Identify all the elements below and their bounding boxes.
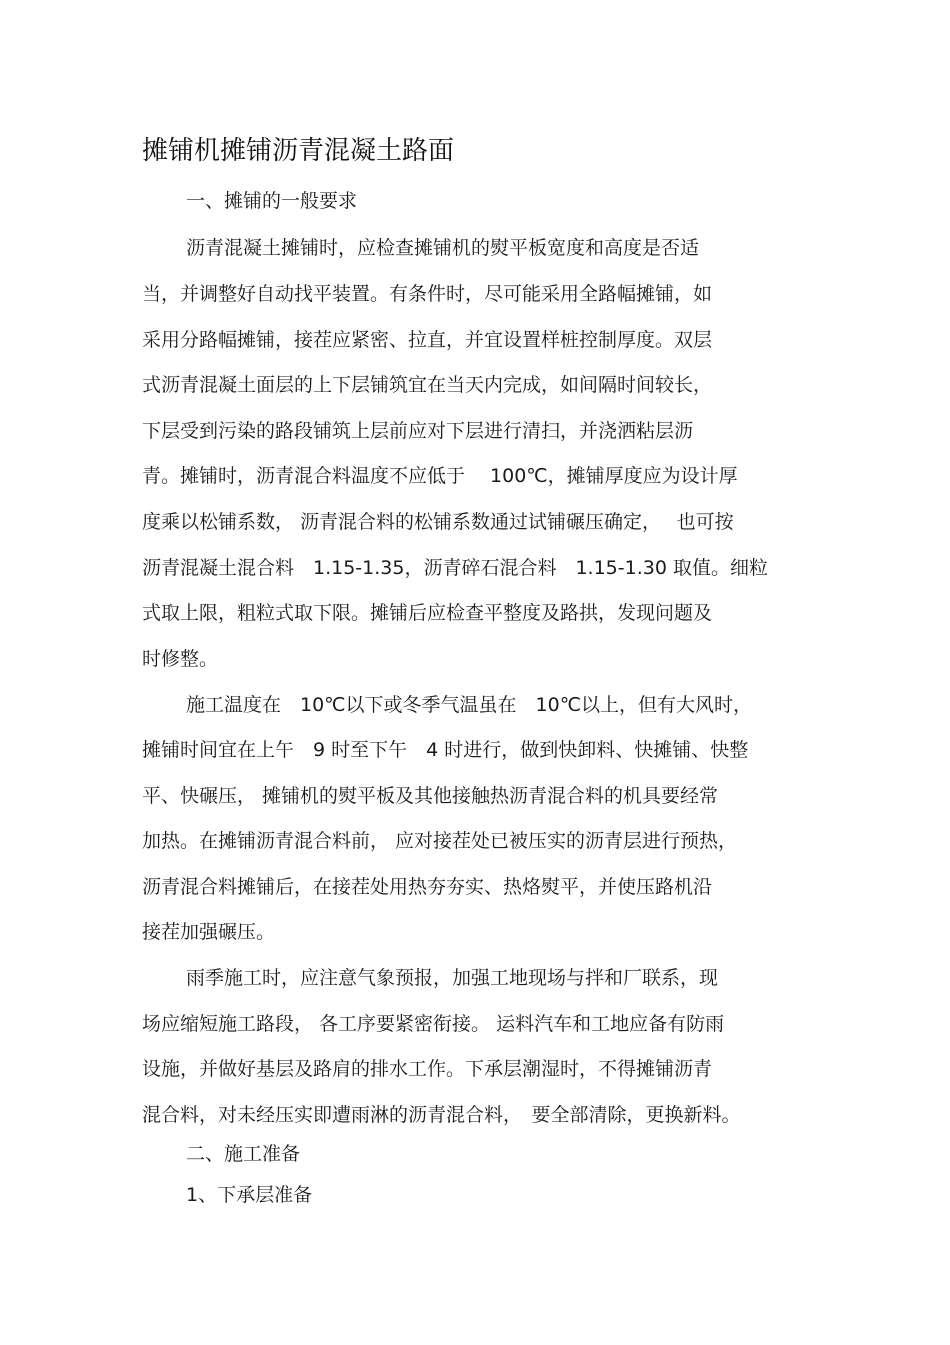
section-heading-1: 一、摊铺的一般要求 — [186, 190, 358, 212]
paragraph-line: 接茬加强碾压。 — [142, 921, 276, 943]
section-heading-2: 二、施工准备 — [186, 1143, 301, 1165]
paragraph-line: 沥青混合料摊铺后，在接茬处用热夯夯实、热烙熨平，并使压路机沿 — [142, 876, 713, 898]
paragraph-line: 沥青混凝土摊铺时，应检查摊铺机的熨平板宽度和高度是否适 — [186, 237, 700, 259]
paragraph-line: 当，并调整好自动找平装置。有条件时，尽可能采用全路幅摊铺，如 — [142, 283, 713, 305]
paragraph-line: 时修整。 — [142, 648, 219, 670]
paragraph-line: 混合料，对未经压实即遭雨淋的沥青混合料， 要全部清除，更换新料。 — [142, 1104, 741, 1126]
paragraph-line: 采用分路幅摊铺，接茬应紧密、拉直，并宜设置样桩控制厚度。双层 — [142, 329, 713, 351]
document-title: 摊铺机摊铺沥青混凝土路面 — [142, 136, 455, 166]
paragraph-line: 加热。在摊铺沥青混合料前， 应对接茬处已被压实的沥青层进行预热， — [142, 830, 738, 852]
paragraph-line: 雨季施工时，应注意气象预报，加强工地现场与拌和厂联系，现 — [186, 967, 719, 989]
paragraph-line: 沥青混凝土混合料 1.15-1.35，沥青碎石混合料 1.15-1.30 取值。细粒 — [142, 557, 768, 579]
paragraph-line: 设施，并做好基层及路肩的排水工作。下承层潮湿时，不得摊铺沥青 — [142, 1058, 713, 1080]
paragraph-line: 平、快碾压， 摊铺机的熨平板及其他接触热沥青混合料的机具要经常 — [142, 785, 719, 807]
paragraph-line: 施工温度在 10℃以下或冬季气温虽在 10℃以上，但有大风时， — [186, 694, 753, 716]
paragraph-line: 式沥青混凝土面层的上下层铺筑宜在当天内完成，如间隔时间较长， — [142, 374, 713, 396]
subsection-heading: 1、下承层准备 — [186, 1184, 313, 1206]
paragraph-line: 青。摊铺时，沥青混合料温度不应低于 100℃，摊铺厚度应为设计厚 — [142, 465, 738, 487]
paragraph-line: 场应缩短施工路段， 各工序要紧密衔接。 运料汽车和工地应备有防雨 — [142, 1013, 725, 1035]
paragraph-line: 下层受到污染的路段铺筑上层前应对下层进行清扫，并浇洒粘层沥 — [142, 420, 694, 442]
paragraph-line: 摊铺时间宜在上午 9 时至下午 4 时进行，做到快卸料、快摊铺、快整 — [142, 739, 749, 761]
paragraph-line: 度乘以松铺系数， 沥青混合料的松铺系数通过试铺碾压确定， 也可按 — [142, 511, 734, 533]
paragraph-line: 式取上限，粗粒式取下限。摊铺后应检查平整度及路拱，发现问题及 — [142, 602, 713, 624]
